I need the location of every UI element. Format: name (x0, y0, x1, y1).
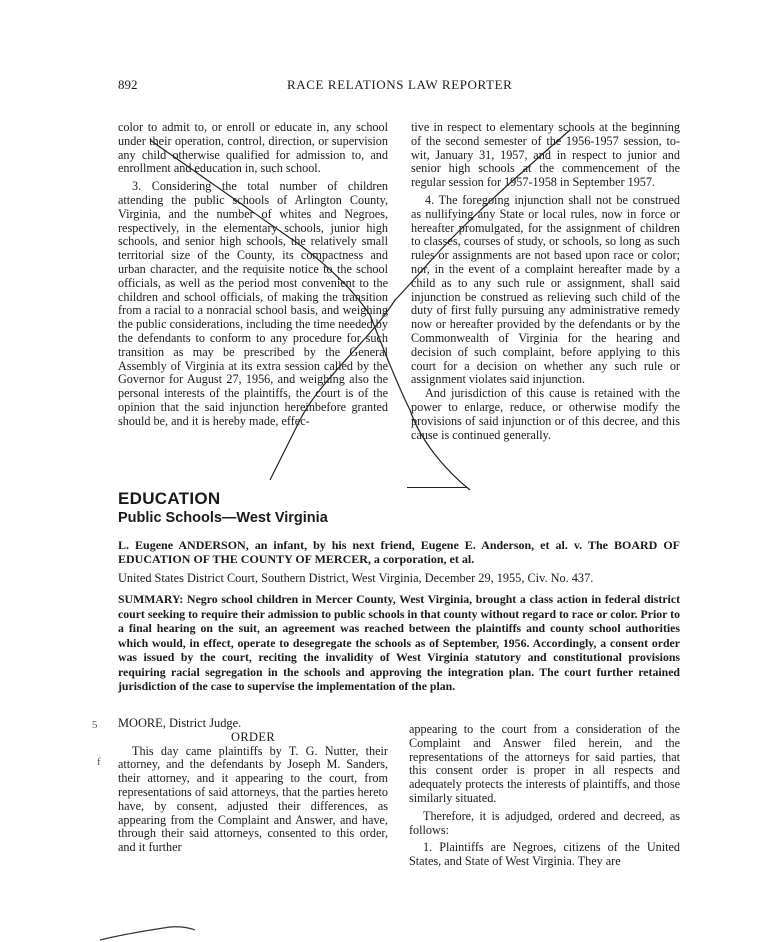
section-subheading: Public Schools—West Virginia (118, 510, 328, 526)
paragraph: This day came plaintiffs by T. G. Nutter, their attorney, and the defendants by Joseph M. Sanders, their attorney, and it appearing to the court, from representations of said attorneys, that the parties hereto have, by consent, adjusted their differences, as appearing from the Complaint and Answer, and have, through their said attorneys, consented to this order, and it further (118, 743, 388, 855)
bottom-left-column (118, 717, 388, 855)
section-heading: EDUCATION (118, 489, 221, 508)
margin-mark: f (97, 756, 101, 768)
signature-scribble (100, 927, 195, 940)
paragraph: 3. Considering the total number of children attending the public schools of Arlington County, Virginia, and the number of whites and Negroes, respectively, in the elementary schools, junior high schools, and senior high schools, the relatively small territorial size of the County, its compactness and urban character, and the requisite notice to the school officials, as well as the period most convenient to the children and school officials, of making the transition from a racial to a nonracial school basis, and weighing the public considerations, including the time needed by the defendants to conform to any procedure for such transition as may be prescribed by the General Assembly of Virginia at its extra session called by the Governor for August 27, 1956, and weighing also the personal interests of the plaintiffs, the court is of the opinion that the said injunction hereinbefore granted should be, and it is hereby made, effec- (118, 179, 388, 428)
margin-mark: 5 (92, 719, 98, 731)
case-caption: L. Eugene ANDERSON, an infant, by his next friend, Eugene E. Anderson, et al. v. The BOARD OF EDUCATION OF THE COUNTY OF MERCER, a corporation, et al. (118, 538, 680, 566)
crossout-stroke-right (270, 130, 570, 480)
bottom-right-column (409, 723, 680, 869)
page-number: 892 (118, 77, 138, 92)
paragraph: 4. The foregoing injunction shall not be construed as nullifying any State or local rules, now in force or hereafter promulgated, for the assignment of children to classes, courses of study, or schools, so long as such rules or assignments are not based upon race or color; nor, in the event of a complaint hereafter made by a child as to any such rule or assignment, shall said injunction be construed as relieving such child of the duty of first fully pursuing any administrative remedy now or hereafter provided by the defendants or by the Commonwealth of Virginia for the hearing and decision of such complaint, before applying to this court for a decision on whether any such rule or assignment violates said injunction. (411, 192, 680, 387)
running-title: RACE RELATIONS LAW REPORTER (287, 77, 513, 92)
crossout-stroke-left (150, 140, 470, 490)
paragraph: And jurisdiction of this cause is retained with the power to enlarge, reduce, or otherwise modify the provisions of said injunction or of this decree, and this cause is continued generally. (411, 386, 680, 442)
court-line: United States District Court, Southern District, West Virginia, December 29, 1955, Civ. No. 437. (118, 571, 594, 585)
case-summary: SUMMARY: Negro school children in Mercer County, West Virginia, brought a class action in federal district court seeking to require their admission to public schools in that county without regard to race or color. Prior to a final hearing on the suit, an agreement was reached between the plaintiffs and county school authorities which would, in effect, operate to desegregate the schools as of September, 1956. Accordingly, a consent order was issued by the court, reciting the invalidity of West Virginia statutory and constitutional provisions requiring racial segregation in the schools and approving the integration plan. The court further retained jurisdiction of the case to supervise the implementation of the plan. (118, 592, 680, 693)
paragraph: color to admit to, or enroll or educate in, any school under their operation, control, direction, or supervision any child otherwise qualified for admission to, and enrollment and education in, such school. (118, 120, 388, 176)
paragraph: Therefore, it is adjudged, ordered and decreed, as follows: (409, 808, 680, 837)
judge-name: MOORE, District Judge. (118, 716, 242, 730)
paragraph: 1. Plaintiffs are Negroes, citizens of the United States, and State of West Virginia. They are (409, 840, 680, 869)
order-heading: ORDER (231, 729, 275, 744)
paragraph: appearing to the court from a consideration of the Complaint and Answer filed herein, and the representations of the attorneys for said parties, that this consent order is proper in all respects and adequately protects the interests of plaintiffs, and those similarly situated. (409, 722, 680, 805)
paragraph: tive in respect to elementary schools at the beginning of the second semester of the 1956-1957 session, to-wit, January 31, 1957, and in respect to junior and senior high schools at the commencement of the regular session for 1957-1958 in September 1957. (411, 120, 680, 190)
section-divider (407, 487, 467, 488)
